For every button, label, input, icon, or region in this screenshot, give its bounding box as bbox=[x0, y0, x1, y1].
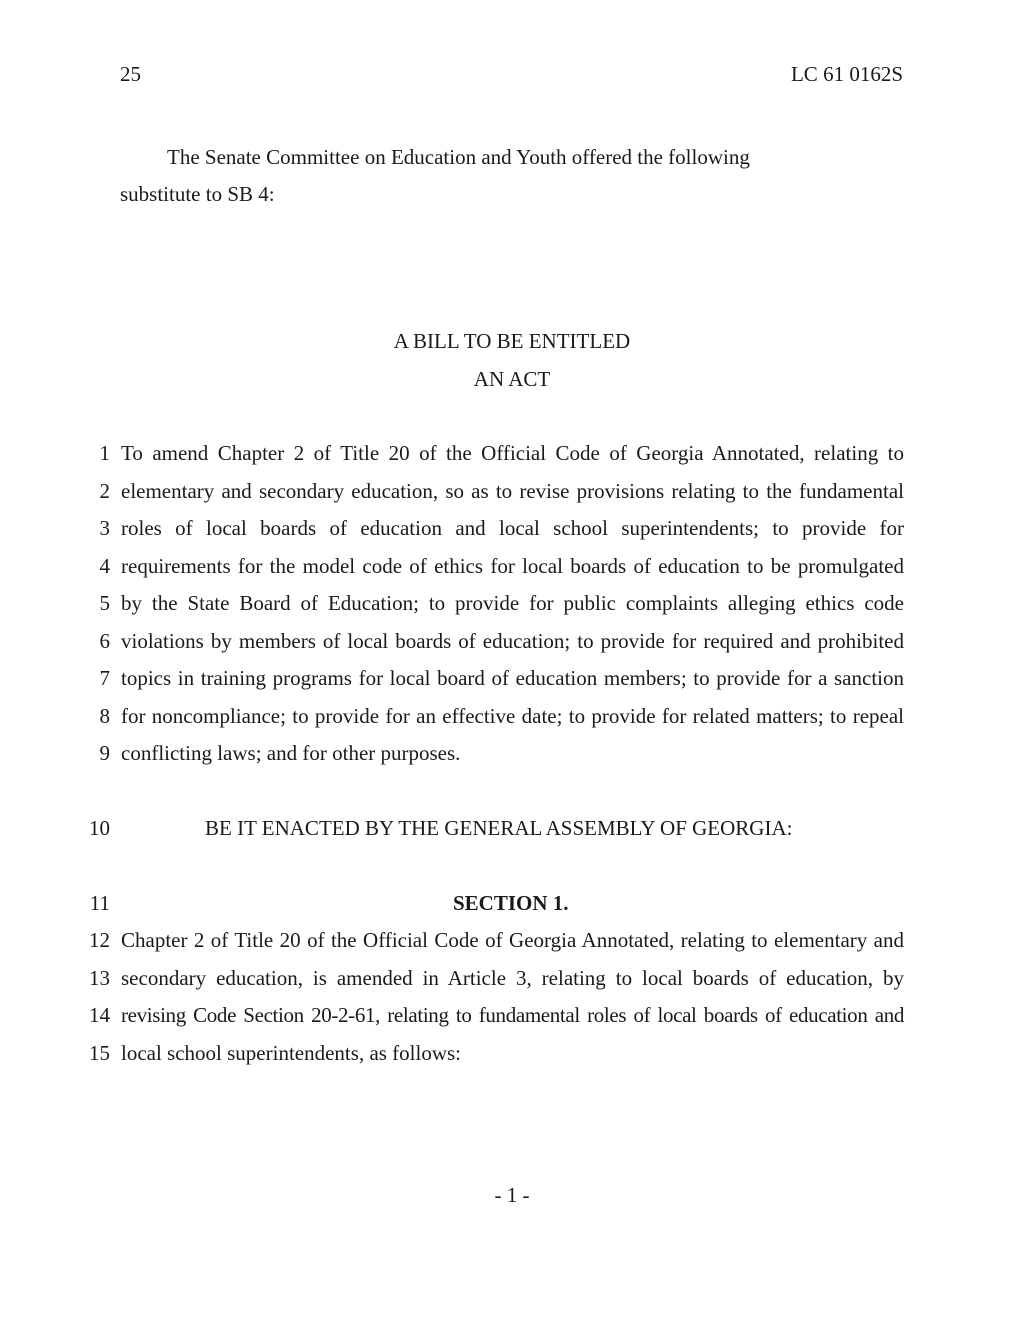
line-text: revising Code Section 20-2-61, relating to fundamental roles of local boards of education and bbox=[121, 1003, 904, 1027]
numbered-line bbox=[0, 629, 1024, 659]
line-number: 5 bbox=[99, 591, 110, 615]
line-text: roles of local boards of education and local school superintendents; to provide for bbox=[121, 516, 904, 540]
line-number: 12 bbox=[89, 928, 110, 952]
header-lc-number: LC 61 0162S bbox=[790, 62, 903, 86]
intro-line-2: substitute to SB 4: bbox=[120, 182, 275, 206]
line-number: 7 bbox=[99, 666, 110, 690]
act-title: AN ACT bbox=[473, 367, 551, 391]
section-heading-line bbox=[0, 891, 1024, 921]
line-text: topics in training programs for local board of education members; to provide for a sanction bbox=[121, 666, 904, 690]
line-text: secondary education, is amended in Article 3, relating to local boards of education, by bbox=[121, 966, 904, 990]
numbered-line bbox=[0, 666, 1024, 696]
page-number: - 1 - bbox=[494, 1183, 530, 1207]
line-text: To amend Chapter 2 of Title 20 of the Official Code of Georgia Annotated, relating to bbox=[121, 441, 904, 465]
line-number: 15 bbox=[89, 1041, 110, 1065]
line-text: by the State Board of Education; to provide for public complaints alleging ethics code bbox=[121, 591, 904, 615]
intro-line-1: The Senate Committee on Education and Youth offered the following bbox=[167, 145, 750, 169]
line-number: 11 bbox=[89, 891, 110, 915]
bill-title: A BILL TO BE ENTITLED bbox=[393, 329, 631, 353]
numbered-line bbox=[0, 479, 1024, 509]
line-text: Chapter 2 of Title 20 of the Official Code of Georgia Annotated, relating to elementary and bbox=[121, 928, 904, 952]
line-text: for noncompliance; to provide for an effective date; to provide for related matters; to repeal bbox=[121, 704, 904, 728]
line-number: 4 bbox=[99, 554, 110, 578]
numbered-line bbox=[0, 1041, 1024, 1071]
numbered-line bbox=[0, 516, 1024, 546]
line-number: 2 bbox=[99, 479, 110, 503]
numbered-line bbox=[0, 928, 1024, 958]
line-text: conflicting laws; and for other purposes. bbox=[121, 741, 461, 765]
numbered-line bbox=[0, 591, 1024, 621]
line-number: 10 bbox=[89, 816, 110, 840]
header-session-number: 25 bbox=[120, 62, 141, 86]
line-text: elementary and secondary education, so as to revise provisions relating to the fundamental bbox=[121, 479, 904, 503]
line-text: local school superintendents, as follows: bbox=[121, 1041, 462, 1065]
numbered-line bbox=[0, 1003, 1024, 1033]
enacting-clause-line bbox=[0, 816, 1024, 846]
section-heading: SECTION 1. bbox=[453, 891, 569, 915]
line-number: 13 bbox=[89, 966, 110, 990]
line-number: 8 bbox=[99, 704, 110, 728]
line-number: 3 bbox=[99, 516, 110, 540]
line-number: 6 bbox=[99, 629, 110, 653]
line-text: violations by members of local boards of education; to provide for required and prohibited bbox=[121, 629, 904, 653]
line-number: 1 bbox=[99, 441, 110, 465]
line-number: 9 bbox=[99, 741, 110, 765]
numbered-line bbox=[0, 441, 1024, 471]
line-text: requirements for the model code of ethics for local boards of education to be promulgated bbox=[121, 554, 904, 578]
numbered-line bbox=[0, 554, 1024, 584]
numbered-line bbox=[0, 741, 1024, 771]
enacting-clause: BE IT ENACTED BY THE GENERAL ASSEMBLY OF GEORGIA: bbox=[205, 816, 793, 840]
numbered-line bbox=[0, 966, 1024, 996]
numbered-line bbox=[0, 704, 1024, 734]
line-number: 14 bbox=[89, 1003, 110, 1027]
